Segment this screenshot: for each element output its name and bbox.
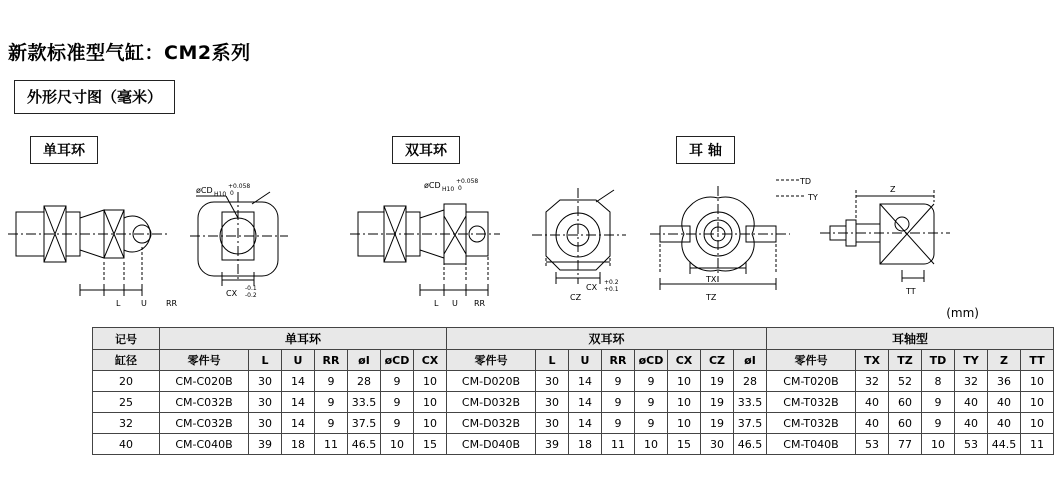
label-trunnion-ty: TY [808,193,818,202]
cell-double-cz: 19 [701,392,734,413]
header-trunnion-td: TD [922,350,955,371]
cell-single-part: CM-C020B [160,371,249,392]
cell-double-l: 30 [536,371,569,392]
header-group-double: 双耳环 [447,328,767,350]
label-single-l: L [116,299,121,308]
cell-trunnion-tz: 77 [889,434,922,455]
label-single-u: U [141,299,147,308]
cell-bore: 40 [93,434,160,455]
cell-single-ocd: 10 [381,434,414,455]
label-trunnion-tz: TZ [706,293,717,302]
cell-single-cx: 15 [414,434,447,455]
cell-double-part: CM-D040B [447,434,536,455]
label-double-l: L [434,299,439,308]
cell-double-part: CM-D032B [447,392,536,413]
label-single-cd-sub: H10 [214,191,227,198]
section-label-single-clevis: 单耳环 [30,136,98,164]
cell-trunnion-ty: 40 [955,413,988,434]
cell-double-oi: 37.5 [734,413,767,434]
header-double-cx: CX [668,350,701,371]
cell-single-rr: 9 [315,413,348,434]
header-mark: 记号 [93,328,160,350]
page-title: 新款标准型气缸：CM2系列 [8,42,251,64]
cell-single-ocd: 9 [381,371,414,392]
header-single-oi: øI [348,350,381,371]
cell-double-u: 14 [569,413,602,434]
header-double-rr: RR [602,350,635,371]
header-double-part: 零件号 [447,350,536,371]
label-double-cx-tol-top: +0.2 [604,279,619,286]
cell-double-u: 14 [569,371,602,392]
cell-single-oi: 37.5 [348,413,381,434]
header-group-single: 单耳环 [160,328,447,350]
label-double-cx-tol-bot: +0.1 [604,286,619,293]
label-single-cx-tol-bot: -0.2 [245,292,257,299]
cell-bore: 25 [93,392,160,413]
cell-trunnion-ty: 32 [955,371,988,392]
header-trunnion-tx: TX [856,350,889,371]
cell-trunnion-z: 40 [988,413,1021,434]
cell-single-u: 18 [282,434,315,455]
label-trunnion-tt: TT [906,287,916,296]
table-row [93,392,1054,413]
header-single-rr: RR [315,350,348,371]
cell-double-oi: 28 [734,371,767,392]
cell-double-rr: 11 [602,434,635,455]
cell-double-rr: 9 [602,371,635,392]
cell-bore: 32 [93,413,160,434]
table-row [93,413,1054,434]
label-double-u: U [452,299,458,308]
cell-trunnion-td: 9 [922,413,955,434]
subtitle-box: 外形尺寸图（毫米） [14,80,175,114]
cell-single-rr: 11 [315,434,348,455]
cell-single-part: CM-C040B [160,434,249,455]
cell-double-rr: 9 [602,413,635,434]
label-single-cd-tol-top: +0.058 [228,183,251,190]
cell-double-cz: 19 [701,371,734,392]
cell-double-u: 18 [569,434,602,455]
cell-double-oi: 46.5 [734,434,767,455]
cell-single-part: CM-C032B [160,392,249,413]
cell-trunnion-z: 36 [988,371,1021,392]
label-double-cd-tol-top: +0.058 [456,178,479,185]
cell-double-ocd: 10 [635,434,668,455]
cell-bore: 20 [93,371,160,392]
cell-double-oi: 33.5 [734,392,767,413]
section-label-trunnion: 耳 轴 [676,136,735,164]
cell-single-u: 14 [282,371,315,392]
header-single-cx: CX [414,350,447,371]
cell-trunnion-tz: 52 [889,371,922,392]
cell-double-ocd: 9 [635,392,668,413]
cell-trunnion-tt: 10 [1021,371,1054,392]
header-bore: 缸径 [93,350,160,371]
header-single-ocd: øCD [381,350,414,371]
table-row [93,434,1054,455]
header-single-part: 零件号 [160,350,249,371]
header-double-oi: øI [734,350,767,371]
cell-single-l: 30 [249,413,282,434]
cell-double-ocd: 9 [635,371,668,392]
header-trunnion-part: 零件号 [767,350,856,371]
header-trunnion-tz: TZ [889,350,922,371]
label-double-cd-sub: H10 [442,186,455,193]
cell-double-rr: 9 [602,392,635,413]
cell-trunnion-tz: 60 [889,413,922,434]
label-single-cx: CX [226,289,238,298]
header-double-ocd: øCD [635,350,668,371]
label-double-cd: øCD [424,181,441,190]
cell-single-u: 14 [282,392,315,413]
cell-trunnion-td: 8 [922,371,955,392]
cell-single-ocd: 9 [381,392,414,413]
cell-trunnion-tt: 10 [1021,413,1054,434]
cell-single-oi: 28 [348,371,381,392]
label-trunnion-z: Z [890,185,896,194]
cell-double-cz: 19 [701,413,734,434]
cell-single-rr: 9 [315,371,348,392]
cell-trunnion-part: CM-T032B [767,413,856,434]
cell-double-ocd: 9 [635,413,668,434]
cell-single-l: 39 [249,434,282,455]
cell-double-cx: 15 [668,434,701,455]
cell-double-u: 14 [569,392,602,413]
label-double-cx: CX [586,283,598,292]
header-double-l: L [536,350,569,371]
header-trunnion-z: Z [988,350,1021,371]
label-double-cz: CZ [570,293,582,302]
cell-double-part: CM-D032B [447,413,536,434]
unit-note: (mm) [946,306,979,320]
header-trunnion-ty: TY [955,350,988,371]
label-single-rr: RR [166,299,178,308]
cell-trunnion-tx: 40 [856,413,889,434]
table-row [93,371,1054,392]
cell-single-u: 14 [282,413,315,434]
cell-double-cx: 10 [668,371,701,392]
cell-trunnion-tx: 53 [856,434,889,455]
cell-trunnion-z: 40 [988,392,1021,413]
cell-single-l: 30 [249,371,282,392]
dimensions-table [92,327,1054,455]
label-trunnion-td: TD [800,177,812,186]
cell-double-l: 30 [536,413,569,434]
header-double-u: U [569,350,602,371]
cell-double-cx: 10 [668,392,701,413]
cell-trunnion-tz: 60 [889,392,922,413]
header-single-u: U [282,350,315,371]
header-trunnion-tt: TT [1021,350,1054,371]
cell-single-ocd: 9 [381,413,414,434]
cell-trunnion-part: CM-T040B [767,434,856,455]
cell-double-cx: 10 [668,413,701,434]
cell-trunnion-tt: 11 [1021,434,1054,455]
cell-single-cx: 10 [414,413,447,434]
cell-double-l: 30 [536,392,569,413]
cell-trunnion-td: 9 [922,392,955,413]
cell-single-cx: 10 [414,392,447,413]
table-subheader-row [93,350,1054,371]
table-group-header-row [93,328,1054,350]
cell-trunnion-td: 10 [922,434,955,455]
cell-double-l: 39 [536,434,569,455]
cell-single-oi: 46.5 [348,434,381,455]
cell-double-cz: 30 [701,434,734,455]
cell-single-part: CM-C032B [160,413,249,434]
label-trunnion-tx: TX [706,275,717,284]
cell-single-rr: 9 [315,392,348,413]
label-single-cx-tol-top: -0.1 [245,285,257,292]
cell-trunnion-ty: 53 [955,434,988,455]
label-single-cd: øCD [196,186,213,195]
label-double-rr: RR [474,299,486,308]
cell-double-part: CM-D020B [447,371,536,392]
section-label-double-clevis: 双耳环 [392,136,460,164]
header-single-l: L [249,350,282,371]
cell-single-oi: 33.5 [348,392,381,413]
cell-trunnion-part: CM-T032B [767,392,856,413]
header-double-cz: CZ [701,350,734,371]
cell-trunnion-ty: 40 [955,392,988,413]
header-group-trunnion: 耳轴型 [767,328,1054,350]
cell-single-cx: 10 [414,371,447,392]
cell-trunnion-tx: 32 [856,371,889,392]
cell-trunnion-part: CM-T020B [767,371,856,392]
technical-drawings [0,160,993,310]
cell-single-l: 30 [249,392,282,413]
cell-trunnion-tt: 10 [1021,392,1054,413]
label-single-cd-tol-bot: 0 [230,190,234,197]
cell-trunnion-tx: 40 [856,392,889,413]
label-double-cd-tol-bot: 0 [458,185,462,192]
cell-trunnion-z: 44.5 [988,434,1021,455]
